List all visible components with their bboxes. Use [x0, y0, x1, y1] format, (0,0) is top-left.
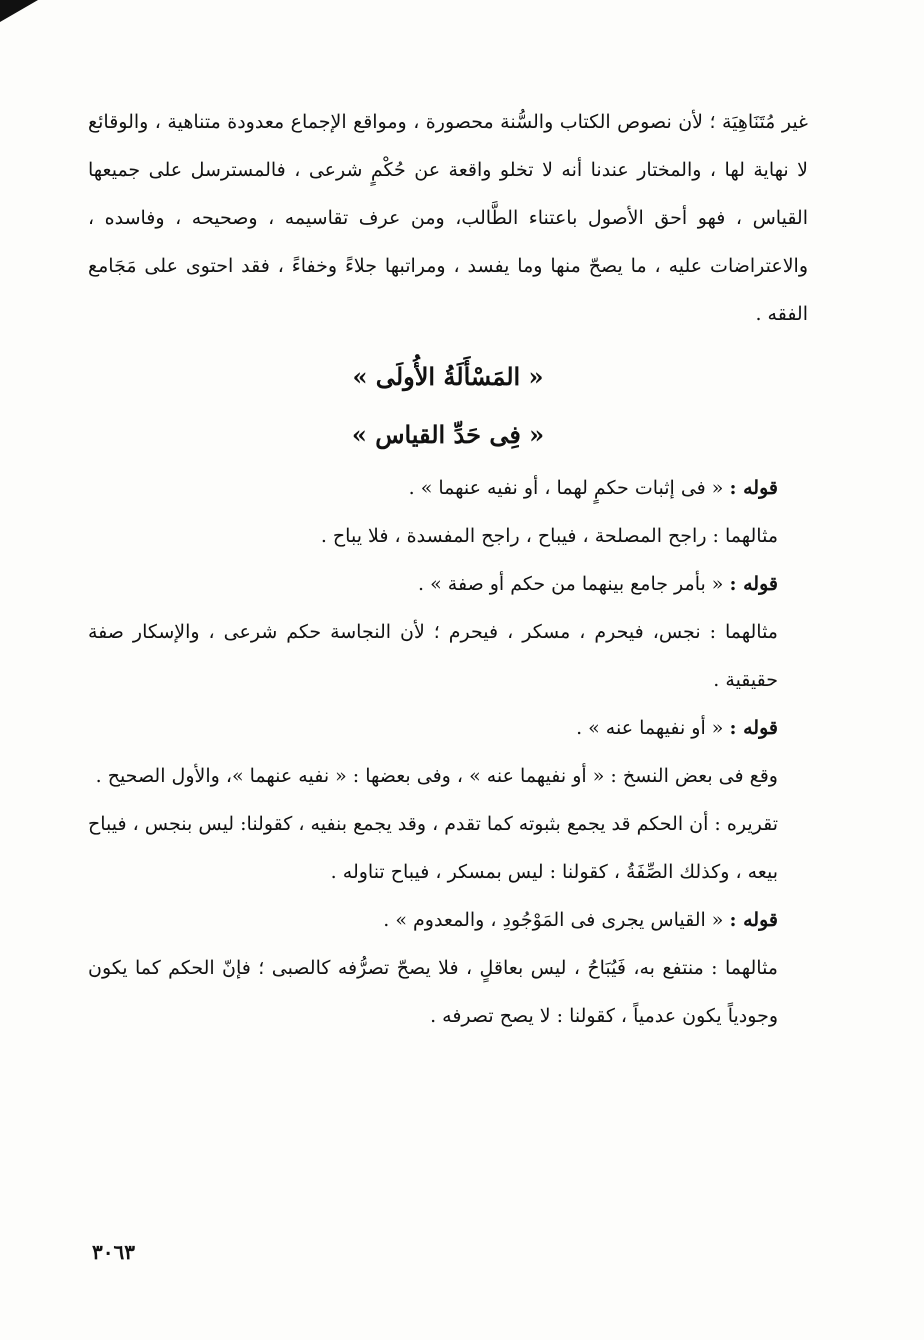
quote-text: « أو نفيهما عنه » . [576, 717, 724, 739]
qawl-label: قوله : [729, 909, 778, 931]
quote-line-4 [88, 896, 808, 944]
paragraph-6: مثالهما : منتفع به، فَيُبَاحُ ، ليس بعاقلٍ ، فلا يصحّ تصرُّفه كالصبى ؛ فإنّ الحكم كما يكون وجودياً يكون عدمياً ، كقولنا : لا يصح تصرفه . [88, 957, 778, 1027]
paragraph-2: مثالهما : راجح المصلحة ، فيباح ، راجح المفسدة ، فلا يباح . [320, 525, 778, 547]
quote-text: « القياس يجرى فى المَوْجُودِ ، والمعدوم » . [383, 909, 724, 931]
quote-line-2 [88, 560, 808, 608]
corner-mark [0, 0, 38, 22]
qawl-label: قوله : [729, 573, 778, 595]
quote-text: « بأمر جامع بينهما من حكم أو صفة » . [418, 573, 724, 595]
quote-text: « فى إثبات حكمٍ لهما ، أو نفيه عنهما » . [408, 477, 724, 499]
paragraph-5: تقريره : أن الحكم قد يجمع بثبوته كما تقدم ، وقد يجمع بنفيه ، كقولنا: ليس بنجس ، فيباح بيعه ، وكذلك الصِّفَةُ ، كقولنا : ليس بمسكر ، فيباح تناوله . [87, 813, 778, 883]
page-body [88, 98, 808, 1040]
section-subheading: « فِى حَدِّ القياس » [351, 420, 545, 449]
section-heading: « المَسْأَلَةُ الأُولَى » [352, 362, 544, 391]
quote-line-1 [88, 464, 808, 512]
paragraph-1: غير مُتَنَاهِيَة ؛ لأن نصوص الكتاب والسُّنة محصورة ، ومواقع الإجماع معدودة متناهية ، والوقائع لا نهاية لها ، والمختار عندنا أنه لا تخلو واقعة عن حُكْمٍ شرعى ، فالمسترسل على جميعها القياس ، فهو أحق الأصول باعتناء الطَّالب، ومن عرف تقاسيمه ، وصحيحه ، وفاسده ، والاعتراضات عليه ، ما يصحّ منها وما يفسد ، ومراتبها جلاءً وخفاءً ، فقد احتوى على مَجَامع الفقه . [88, 111, 808, 325]
paragraph-4: وقع فى بعض النسخ : « أو نفيهما عنه » ، وفى بعضها : « نفيه عنهما »، والأول الصحيح . [95, 765, 778, 787]
paragraph-3: مثالهما : نجس، فيحرم ، مسكر ، فيحرم ؛ لأن النجاسة حكم شرعى ، والإسكار صفة حقيقية . [88, 621, 778, 691]
page-number: ٣٠٦٣ [92, 1240, 135, 1264]
qawl-label: قوله : [729, 477, 778, 499]
quote-line-3 [88, 704, 808, 752]
qawl-label: قوله : [729, 717, 778, 739]
spacer [88, 338, 808, 348]
